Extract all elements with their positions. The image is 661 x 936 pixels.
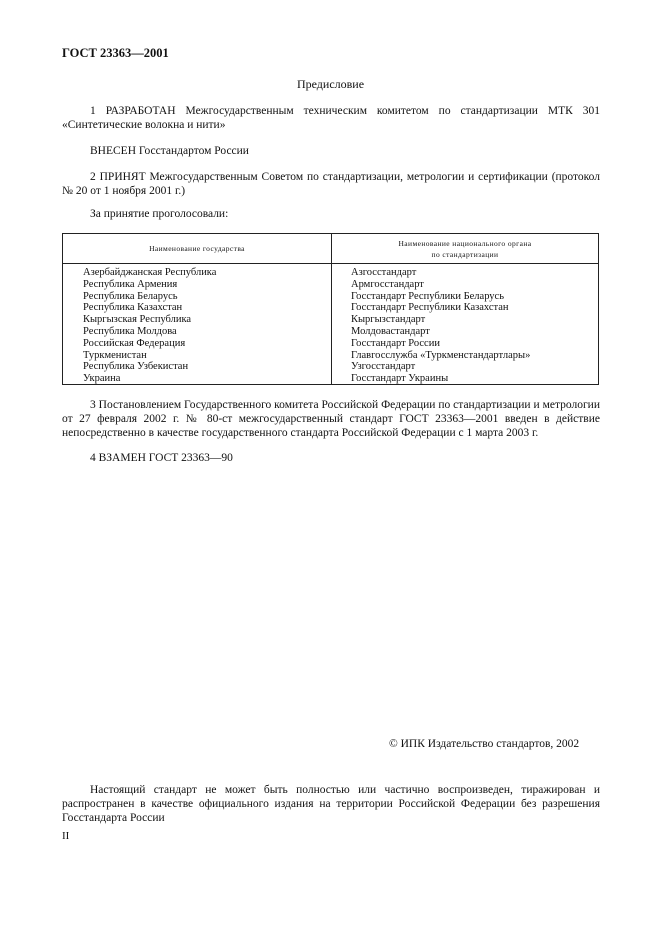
table-cell-state: Республика Молдова [83, 325, 177, 337]
table-header-body-line2: по стандартизации [431, 249, 499, 259]
table-cell-state: Республика Беларусь [83, 290, 178, 302]
table-header-body-line1: Наименование национального органа [398, 238, 532, 248]
paragraph-adopted: 2 ПРИНЯТ Межгосударственным Советом по стандартизации, метрологии и сертификации (протокол № 20 от 1 ноября 2001 г.) [62, 171, 600, 197]
table-cell-state: Туркменистан [83, 349, 147, 361]
table-cell-body: Главгосслужба «Туркменстандартлары» [351, 349, 531, 361]
table-cell-state: Украина [83, 373, 121, 385]
table-cell-state: Республика Казахстан [83, 302, 183, 314]
table-cell-state: Республика Армения [83, 278, 178, 290]
table-cell-body: Кыргызстандарт [351, 314, 426, 326]
page-number: II [62, 830, 70, 842]
paragraph-voted: За принятие проголосовали: [90, 208, 229, 220]
table-cell-body: Госстандарт России [351, 337, 440, 349]
paragraph-introduced: ВНЕСЕН Госстандартом России [90, 145, 249, 157]
table-cell-state: Российская Федерация [83, 337, 186, 349]
table-cell-body: Госстандарт Украины [351, 373, 449, 385]
table-cell-body: Азгосстандарт [351, 267, 417, 278]
section-title: Предисловие [296, 77, 365, 91]
paragraph-replaces: 4 ВЗАМЕН ГОСТ 23363—90 [90, 452, 233, 464]
reproduction-notice: Настоящий стандарт не может быть полностью или частично воспроизведен, тиражирован и распространен в качестве официального издания на территории Российской Федерации без разрешения Госстандарта России [62, 784, 600, 824]
table-cell-state: Кыргызская Республика [83, 314, 192, 326]
copyright-line: © ИПК Издательство стандартов, 2002 [389, 738, 580, 750]
voting-table [62, 233, 599, 385]
body-column [351, 267, 530, 385]
table-header-body [332, 234, 598, 263]
table-cell-state: Республика Узбекистан [83, 361, 189, 373]
table-cell-body: Молдовастандарт [351, 325, 430, 337]
paragraph-enacted: 3 Постановлением Государственного комитета Российской Федерации по стандартизации и метрологии от 27 февраля 2002 г. № 80-ст межгосударственный стандарт ГОСТ 23363—2001 введен в действие непосредственно в качестве государственного стандарта Российской Федерации с 1 марта 2003 г. [62, 399, 600, 439]
table-cell-state: Азербайджанская Республика [83, 267, 217, 278]
table-header-row [63, 234, 598, 264]
table-cell-body: Госстандарт Республики Беларусь [351, 290, 505, 302]
table-cell-body: Армгосстандарт [351, 278, 424, 290]
table-cell-body: Узгосстандарт [351, 361, 416, 373]
table-header-state: Наименование государства [63, 234, 332, 263]
state-column [83, 267, 216, 385]
paragraph-developed: 1 РАЗРАБОТАН Межгосударственным техническим комитетом по стандартизации МТК 301 «Синтетические волокна и нити» [62, 105, 600, 131]
table-column-divider [331, 263, 332, 384]
table-cell-body: Госстандарт Республики Казахстан [351, 302, 509, 314]
document-code: ГОСТ 23363—2001 [62, 46, 169, 60]
